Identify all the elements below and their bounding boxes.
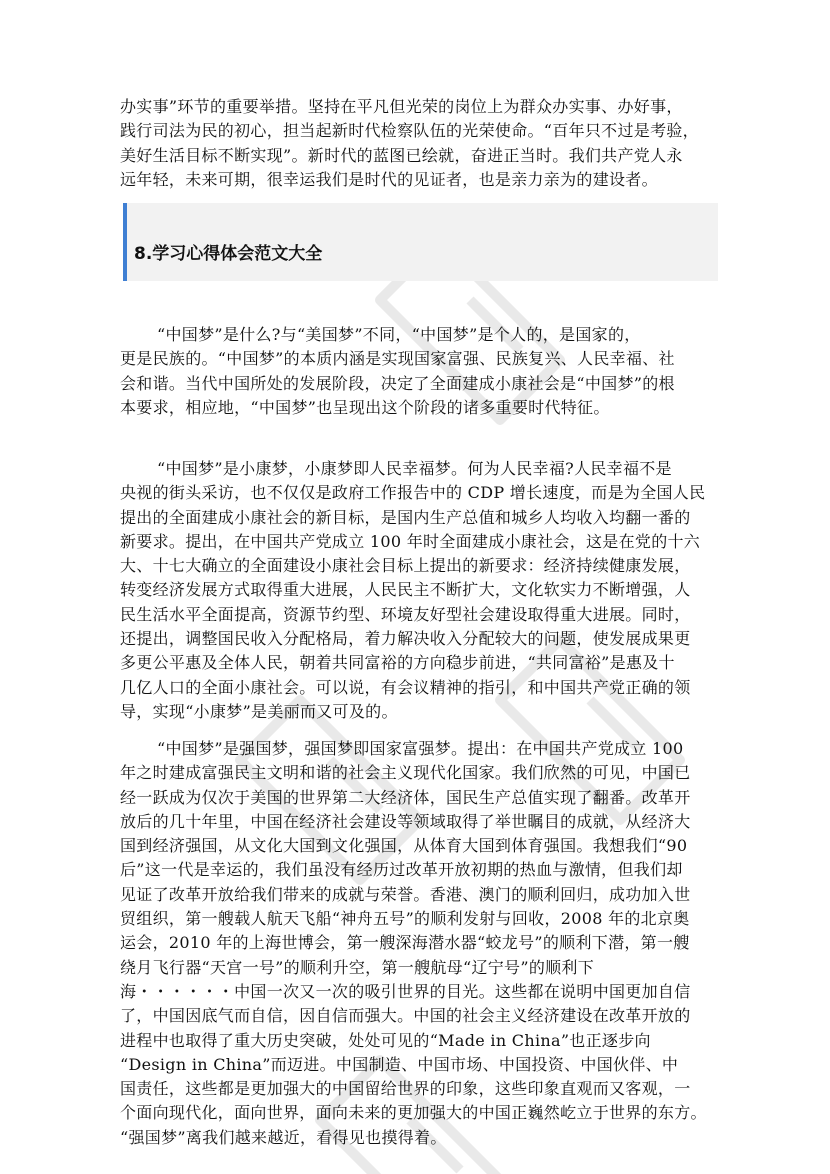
text-line: “Design in China”而迈进。中国制造、中国市场、中国投资、中国伙伴、中 [120,1054,679,1074]
text-line: 几亿人口的全面小康社会。可以说，有会议精神的指引，和中国共产党正确的领 [120,677,691,697]
paragraph-1 [120,323,720,420]
text-line: “中国梦”是什么?与“美国梦”不同，“中国梦”是个人的，是国家的， [157,325,641,344]
text-line: 会和谐。当代中国所处的发展阶段，决定了全面建成小康社会是“中国梦”的根 [120,373,675,393]
intro-paragraph [120,95,720,192]
text-line: “中国梦”是强国梦，强国梦即国家富强梦。提出：在中国共产党成立 100 [157,739,684,758]
text-line: 新要求。提出，在中国共产党成立 100 年时全面建成小康社会，这是在党的十六 [120,531,701,551]
text-line: 践行司法为民的初心，担当起新时代检察队伍的光荣使命。“百年只不过是考验， [120,121,699,141]
text-line: 放后的几十年里，中国在经济社会建设等领域取得了举世瞩目的成就，从经济大 [120,811,691,831]
paragraph-3 [120,737,720,1150]
text-line: 远年轻，未来可期，很幸运我们是时代的见证者，也是亲力亲为的建设者。 [120,169,658,189]
paragraph-2 [120,457,720,724]
text-line: 年之时建成富强民主文明和谐的社会主义现代化国家。我们欣然的可见，中国已 [120,763,691,783]
text-line: 运会，2010 年的上海世博会，第一艘深海潜水器“蛟龙号”的顺利下潜，第一艘 [120,933,690,953]
text-line: 大、十七大确立的全面建设小康社会目标上提出的新要求：经济持续健康发展， [120,556,691,576]
text-line: 本要求，相应地，“中国梦”也呈现出这个阶段的诸多重要时代特征。 [120,397,610,417]
text-line: 美好生活目标不断实现”。新时代的蓝图已绘就，奋进正当时。我们共产党人永 [120,145,683,165]
text-line: 个面向现代化，面向世界，面向未来的更加强大的中国正巍然屹立于世界的东方。 [120,1103,707,1123]
text-line: 多更公平惠及全体人民，朝着共同富裕的方向稳步前进，“共同富裕”是惠及十 [120,653,675,673]
text-line: 转变经济发展方式取得重大进展，人民民主不断扩大，文化软实力不断增强，人 [120,580,691,600]
text-line: 海・・・・・・中国一次又一次的吸引世界的目光。这些都在说明中国更加自信 [120,981,691,1001]
text-line: 进程中也取得了重大历史突破，处处可见的“Made in China”也正逐步向 [120,1030,651,1050]
text-line: 绕月飞行器“天宫一号”的顺利升空，第一艘航母“辽宁号”的顺利下 [120,957,595,977]
text-line: 还提出，调整国民收入分配格局，着力解决收入分配较大的问题，使发展成果更 [120,629,691,649]
text-line: 央视的街头采访，也不仅仅是政府工作报告中的 CDP 增长速度，而是为全国人民 [120,483,706,503]
text-line: 国责任，这些都是更加强大的中国留给世界的印象，这些印象直观而又客观，一 [120,1079,691,1099]
text-line: “中国梦”是小康梦，小康梦即人民幸福梦。何为人民幸福?人民幸福不是 [157,459,672,478]
text-line: 了，中国因底气而自信，因自信而强大。中国的社会主义经济建设在改革开放的 [120,1006,691,1026]
text-line: 国到经济强国，从文化大国到文化强国，从体育大国到体育强国。我想我们“90 [120,836,688,856]
text-line: 提出的全面建成小康社会的新目标，是国内生产总值和城乡人均收入均翻一番的 [120,507,691,527]
text-line: “强国梦”离我们越来越近，看得见也摸得着。 [120,1127,447,1147]
text-line: 经一跃成为仅次于美国的世界第二大经济体，国民生产总值实现了翻番。改革开 [120,787,691,807]
text-line: 更是民族的。“中国梦”的本质内涵是实现国家富强、民族复兴、人民幸福、社 [120,349,675,369]
section-heading-box [123,203,718,281]
text-line: 导，实现“小康梦”是美丽而又可及的。 [120,701,398,721]
text-line: 民生活水平全面提高，资源节约型、环境友好型社会建设取得重大进展。同时， [120,604,691,624]
section-heading: 8.学习心得体会范文大全 [134,244,323,264]
text-line: 办实事”环节的重要举措。坚持在平凡但光荣的岗位上为群众办实事、办好事， [120,97,683,116]
text-line: 贸组织，第一艘载人航天飞船“神舟五号”的顺利发射与回收，2008 年的北京奥 [120,909,690,929]
text-line: 后”这一代是幸运的，我们虽没有经历过改革开放初期的热血与激情，但我们却 [120,860,683,880]
text-line: 见证了改革开放给我们带来的成就与荣誉。香港、澳门的顺利回归，成功加入世 [120,884,691,904]
